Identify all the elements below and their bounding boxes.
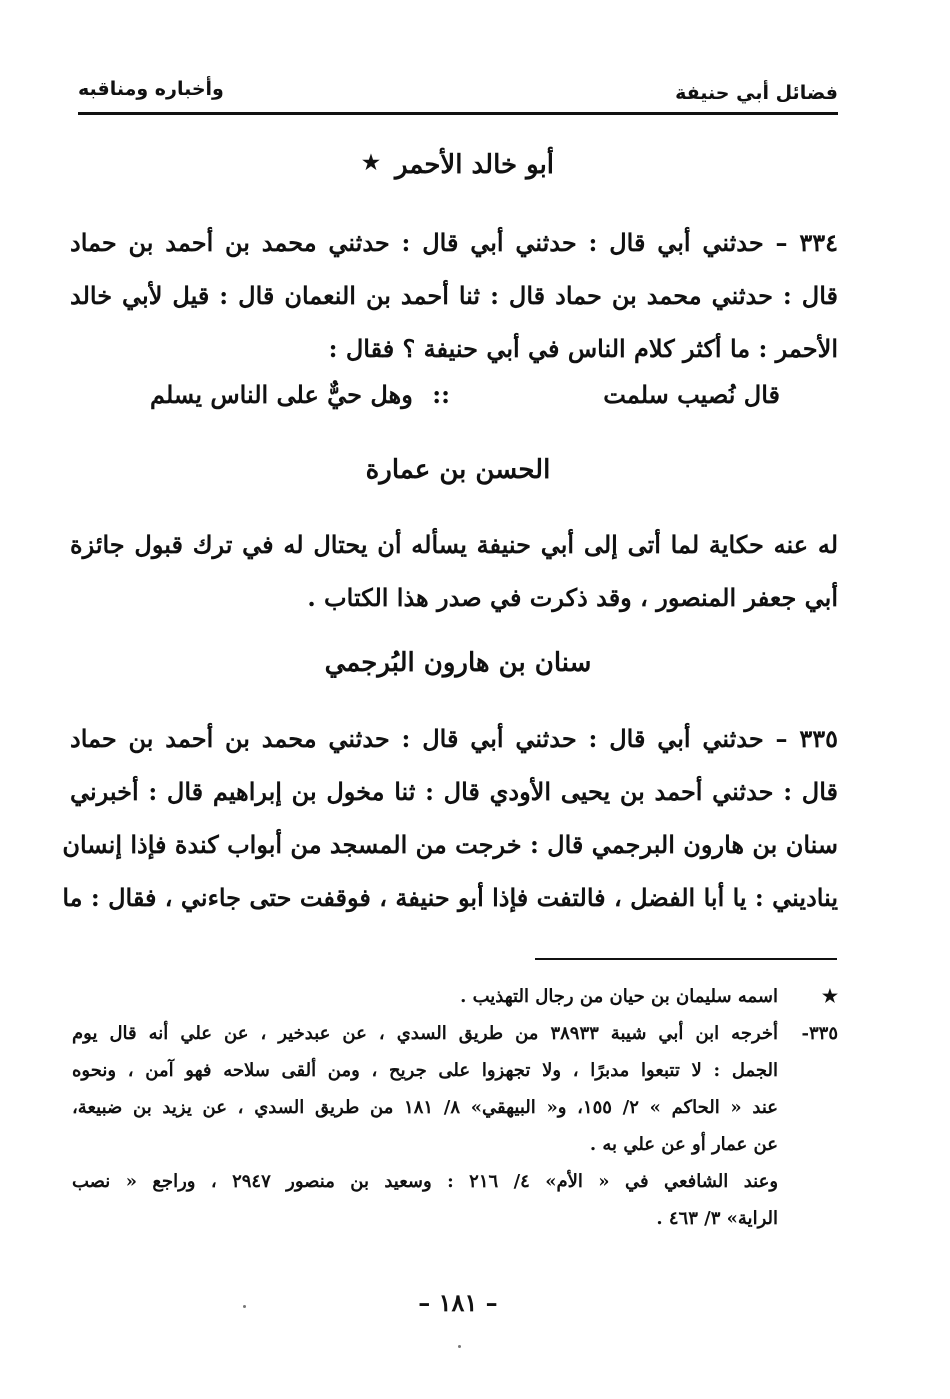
footnote-star-marker: ★: [361, 150, 380, 174]
scan-speck: [243, 1305, 246, 1308]
verse-second-hemistich: وهل حيٌّ على الناس يسلم: [150, 380, 413, 409]
text-line: قال : حدثني أحمد بن يحيى الأودي قال : ثنا مخول بن إبراهيم قال : أخبرني: [70, 777, 838, 806]
footnote-line: عن عمار أو عن علي به .: [589, 1134, 778, 1155]
footnote-line: وعند الشافعي في « الأم» ٤/ ٢١٦ : وسعيد بن منصور ٢٩٤٧ ، وراجع « نصب: [72, 1171, 779, 1192]
footnote-line: أخرجه ابن أبي شيبة ٣٨٩٣٣ من طريق السدي ، عن عبدخير ، عن علي أنه قال يوم: [72, 1023, 779, 1044]
text-line: له عنه حكاية لما أتى إلى أبي حنيفة يسأله أن يحتال له في ترك قبول جائزة: [70, 530, 839, 559]
footnote-line: الراية» ٣/ ٤٦٣ .: [656, 1208, 778, 1229]
text-line: أبي جعفر المنصور ، وقد ذكرت في صدر هذا الكتاب .: [307, 583, 838, 612]
header-book-subtitle: وأخباره ومناقبه: [78, 78, 224, 100]
text-line: ٣٣٤ – حدثني أبي قال : حدثني أبي قال : حدثني محمد بن أحمد بن حماد: [70, 228, 838, 257]
text-line: ٣٣٥ – حدثني أبي قال : حدثني أبي قال : حدثني محمد بن أحمد بن حماد: [70, 724, 838, 753]
paragraph-334: [70, 216, 838, 375]
running-header: [78, 78, 838, 115]
section-title-text: سنان بن هارون البُرجمي: [324, 648, 592, 678]
footnote-335: [72, 1015, 838, 1237]
footnote-line: الجمل : لا تتبعوا مدبرًا ، ولا تجهزوا على جريح ، ومن ألقى سلاحه فهو آمن ، ونحوه: [72, 1060, 778, 1081]
verse-first-hemistich: قال نُصيب سلمت: [603, 380, 780, 409]
footnote-marker: ★: [821, 986, 838, 1007]
section-title-text: الحسن بن عمارة: [365, 455, 551, 485]
header-book-title: فضائل أبي حنيفة: [675, 82, 838, 104]
scan-speck: [458, 1345, 461, 1348]
paragraph-335: [62, 712, 838, 924]
footnote-marker: ٣٣٥-: [801, 1023, 838, 1044]
section-title-hasan: [78, 455, 838, 485]
page-number: – ١٨١ –: [418, 1288, 498, 1317]
footnote-line: اسمه سليمان بن حيان من رجال التهذيب .: [460, 986, 778, 1007]
section-title-sinan: [78, 648, 838, 678]
footnote-line: عند « الحاكم » ٢/ ١٥٥، و« البيهقي» ٨/ ١٨١ من طريق السدي ، عن يزيد بن ضبيعة،: [72, 1097, 779, 1118]
section-title-text: أبو خالد الأحمر: [394, 150, 555, 180]
footnote-star: [72, 978, 838, 1015]
text-line: الأحمر : ما أكثر كلام الناس في أبي حنيفة ؟ فقال :: [328, 334, 838, 363]
footnotes: [72, 978, 838, 1237]
footnote-separator: [535, 958, 837, 960]
text-line: قال : حدثني محمد بن حماد قال : ثنا أحمد بن النعمان قال : قيل لأبي خالد: [70, 281, 838, 310]
text-line: يناديني : يا أبا الفضل ، فالتفت فإذا أبو حنيفة ، فوقفت حتى جاءني ، فقال : ما: [62, 883, 838, 912]
paragraph-hasan: [70, 518, 838, 624]
verse-separator: ::: [432, 380, 450, 409]
section-title-abu-khalid: [78, 150, 838, 180]
text-line: سنان بن هارون البرجمي قال : خرجت من المسجد من أبواب كندة فإذا إنسان: [62, 830, 838, 859]
poetry-verse: [150, 380, 780, 433]
